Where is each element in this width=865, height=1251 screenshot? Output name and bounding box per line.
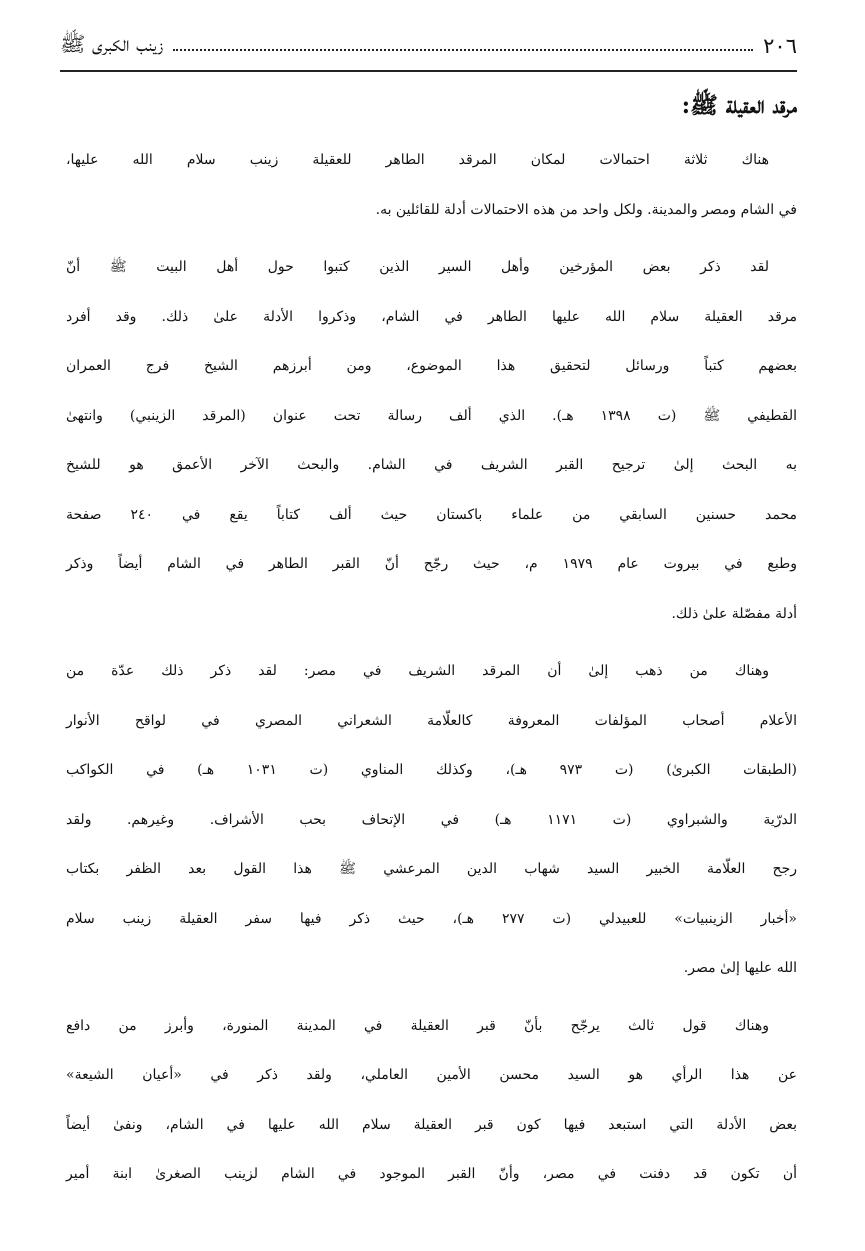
text-line: الأعلام أصحاب المؤلفات المعروفة كالعلّامة الشعراني المصري في لواقح الأنوار	[66, 712, 797, 729]
text-line: بعضهم كتباً ورسائل لتحقيق هذا الموضوع، ومن أبرزهم الشيخ فرج العمران	[66, 358, 797, 374]
text-line: محمد حسنين السابقي من علماء باكستان حيث ألف كتاباً يقع في ٢٤٠ صفحة	[66, 506, 797, 523]
paragraph-3	[66, 647, 797, 994]
text-line: القطيفي ﷺ (ت ١٣٩٨ هـ). الذي ألف رسالة تحت عنوان (المرقد الزينبي) وانتهىٰ	[66, 407, 797, 424]
header-dotted-leader	[173, 49, 753, 51]
page-number: ٢٠٦	[763, 34, 797, 58]
section-heading: مرقد العقيلة ﷺ:	[681, 92, 797, 119]
text-line: «أخبار الزينبيات» للعبيدلي (ت ٢٧٧ هـ)، حيث ذكر فيها سفر العقيلة زينب سلام	[66, 910, 797, 927]
page-body	[66, 84, 797, 1200]
text-line: وطبع في بيروت عام ١٩٧٩ م، حيث رجّح أنّ القبر الطاهر في الشام أيضاً وذكر	[66, 556, 797, 572]
text-line: في الشام ومصر والمدينة. ولكل واحد من هذه الاحتمالات أدلة للقائلين به.	[375, 201, 797, 218]
text-line: الدرّية والشبراوي (ت ١١٧١ هـ) في الإتحاف بحب الأشراف. وغيرهم. ولقد	[66, 811, 798, 828]
text-line: بعض الأدلة التي استبعد فيها كون قبر العقيلة سلام الله عليها في الشام، ونفىٰ أيضاً	[66, 1116, 797, 1133]
text-line: أن تكون قد دفنت في مصر، وأنّ القبر الموجود في الشام لزينب الصغرىٰ ابنة أمير	[66, 1166, 797, 1182]
text-line: (الطبقات الكبرىٰ) (ت ٩٧٣ هـ)، وكذلك المناوي (ت ١٠٣١ هـ) في الكواكب	[66, 762, 797, 778]
text-line: رجح العلّامة الخبير السيد شهاب الدين المرعشي ﷺ هذا القول بعد الظفر بكتاب	[66, 861, 797, 877]
page-header	[60, 28, 797, 64]
header-rule	[60, 70, 797, 72]
text-line: به البحث إلىٰ ترجيح القبر الشريف في الشام. والبحث الآخر الأعمق هو للشيخ	[66, 457, 797, 473]
text-line: وهناك قول ثالث يرجّح بأنّ قبر العقيلة في المدينة المنورة، وأبرز من دافع	[66, 1017, 769, 1034]
text-line: الله عليها إلىٰ مصر.	[683, 960, 797, 976]
text-line: مرقد العقيلة سلام الله عليها الطاهر في الشام، وذكروا الأدلة علىٰ ذلك. وقد أفرد	[66, 308, 797, 325]
text-line: أدلة مفصّلة علىٰ ذلك.	[671, 605, 797, 622]
running-title: زينب الكبرى ﷺ	[60, 31, 164, 56]
paragraph-4	[66, 1002, 797, 1200]
paragraph-2	[66, 243, 797, 639]
paragraph-1	[66, 136, 797, 235]
text-line: لقد ذكر بعض المؤرخين وأهل السير الذين كتبوا حول أهل البيت ﷺ أنّ	[66, 259, 769, 275]
text-line: هناك ثلاثة احتمالات لمكان المرقد الطاهر للعقيلة زينب سلام الله عليها،	[66, 152, 769, 168]
text-line: وهناك من ذهب إلىٰ أن المرقد الشريف في مصر: لقد ذكر ذلك عدّة من	[66, 663, 769, 679]
text-line: عن هذا الرأي هو السيد محسن الأمين العاملي، ولقد ذكر في «أعيان الشيعة»	[66, 1067, 797, 1083]
